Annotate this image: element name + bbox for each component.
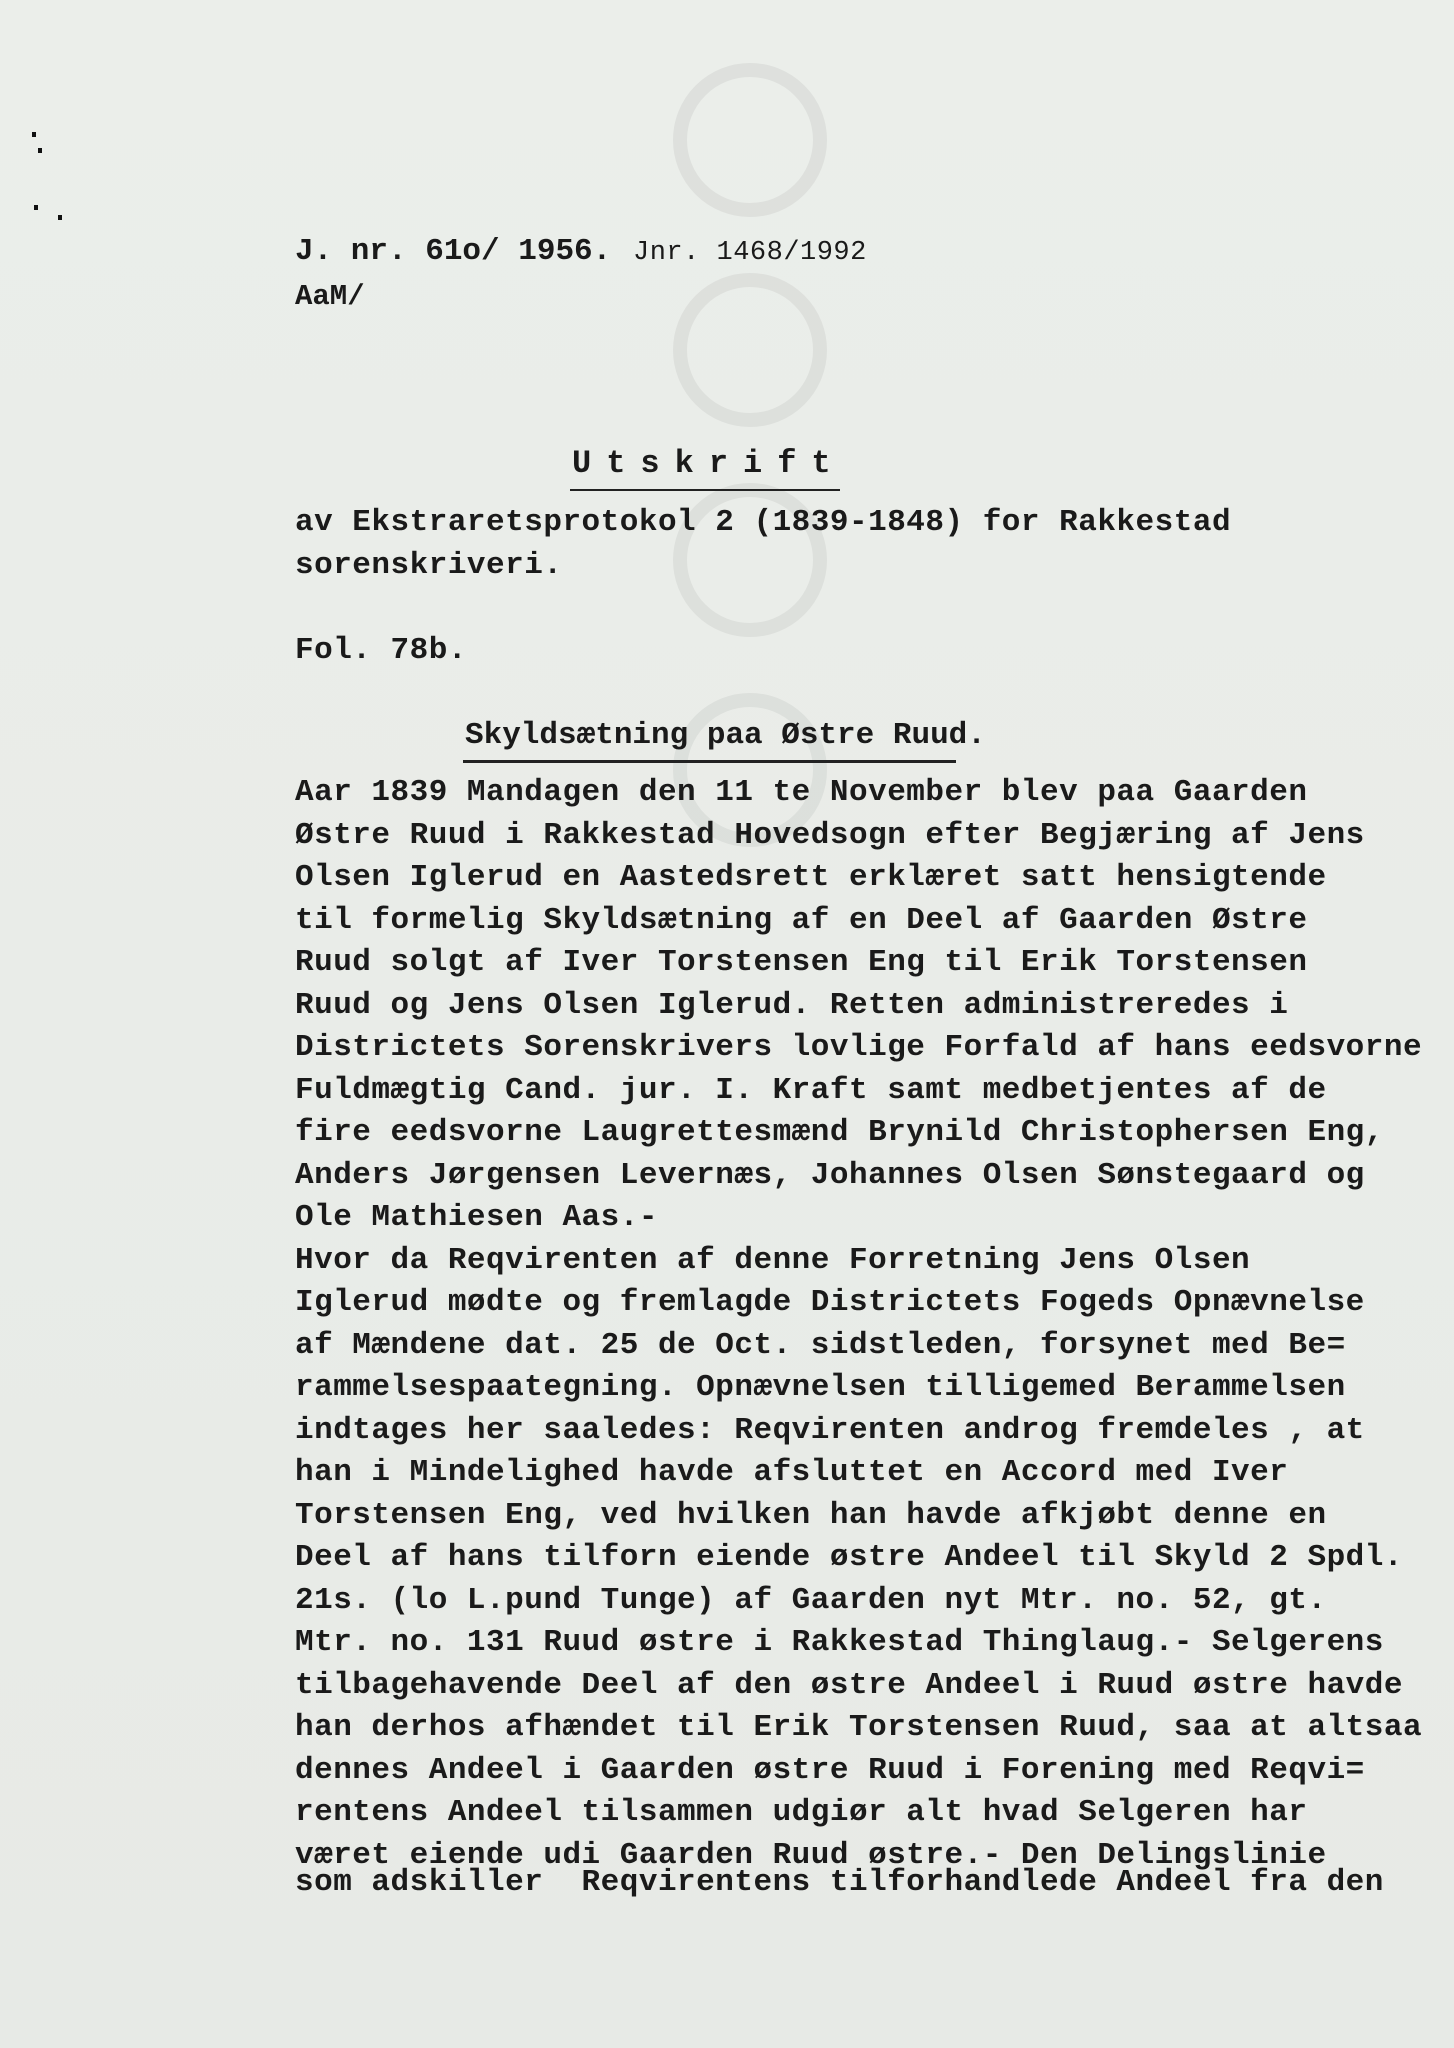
body-line: 21s. (lo L.pund Tunge) af Gaarden nyt Mtr. no. 52, gt. [295, 1582, 1327, 1618]
section-title: Skyldsætning paa Østre Ruud. [465, 718, 986, 753]
body-line: tilbagehavende Deel af den østre Andeel i Ruud østre havde [295, 1667, 1403, 1703]
body-line: han i Mindelighed havde afsluttet en Accord med Iver [295, 1455, 1289, 1490]
body-line: rentens Andeel tilsammen udgiør alt hvad Selgeren har [295, 1795, 1308, 1830]
body-line: Deel af hans tilforn eiende østre Andeel til Skyld 2 Spdl. [295, 1540, 1403, 1575]
body-line: indtages her saaledes: Reqvirenten androg fremdeles , at [295, 1412, 1365, 1448]
title-underline [570, 489, 840, 491]
body-line: Østre Ruud i Rakkestad Hovedsogn efter Begjæring af Jens [295, 817, 1365, 853]
section-underline [463, 760, 956, 763]
body-line: rammelsespaategning. Opnævnelsen tilligemed Berammelsen [295, 1370, 1346, 1405]
body-line: fire eedsvorne Laugrettesmænd Brynild Christophersen Eng, [295, 1115, 1384, 1150]
body-line: Olsen Iglerud en Aastedsrett erklæret satt hensigtende [295, 860, 1327, 895]
body-line: til formelig Skyldsætning af en Deel af Gaarden Østre [295, 902, 1308, 938]
body-line: Ole Mathiesen Aas.- [295, 1200, 658, 1235]
folio-reference: Fol. 78b. [295, 633, 467, 668]
margin-marks [30, 130, 70, 230]
body-line: Fuldmægtig Cand. jur. I. Kraft samt medbetjentes af de [295, 1072, 1327, 1108]
body-line: som adskiller Reqvirentens tilforhandlede Andeel fra den [295, 1865, 1384, 1901]
journal-reference-new: Jnr. 1468/1992 [633, 238, 867, 268]
journal-reference: J. nr. 61o/ 1956. [295, 234, 612, 269]
body-line: Ruud og Jens Olsen Iglerud. Retten administreredes i [295, 987, 1289, 1023]
body-line: han derhos afhændet til Erik Torstensen Ruud, saa at altsaa [295, 1710, 1423, 1745]
body-line: Iglerud mødte og fremlagde Districtets Fogeds Opnævnelse [295, 1285, 1365, 1320]
author-initials: AaM/ [295, 280, 365, 313]
body-line: Aar 1839 Mandagen den 11 te November blev paa Gaarden [295, 775, 1308, 810]
body-line: Hvor da Reqvirenten af denne Forretning Jens Olsen [295, 1242, 1251, 1278]
body-line: dennes Andeel i Gaarden østre Ruud i Forening med Reqvi= [295, 1752, 1365, 1788]
document-title: Utskrift [572, 445, 846, 482]
body-line: Torstensen Eng, ved hvilken han havde afkjøbt denne en [295, 1497, 1327, 1533]
intro-line: sorenskriveri. [295, 548, 563, 583]
body-line: af Mændene dat. 25 de Oct. sidstleden, forsynet med Be= [295, 1327, 1346, 1363]
body-line: Anders Jørgensen Levernæs, Johannes Olsen Sønstegaard og [295, 1157, 1365, 1193]
body-line: Ruud solgt af Iver Torstensen Eng til Erik Torstensen [295, 945, 1308, 980]
body-line: Districtets Sorenskrivers lovlige Forfald af hans eedsvorne [295, 1030, 1423, 1065]
body-line: Mtr. no. 131 Ruud østre i Rakkestad Thinglaug.- Selgerens [295, 1625, 1384, 1660]
body-line: været eiende udi Gaarden Ruud østre.- Den Delingslinie [295, 1837, 1327, 1873]
intro-line: av Ekstraretsprotokol 2 (1839-1848) for Rakkestad [295, 505, 1232, 540]
